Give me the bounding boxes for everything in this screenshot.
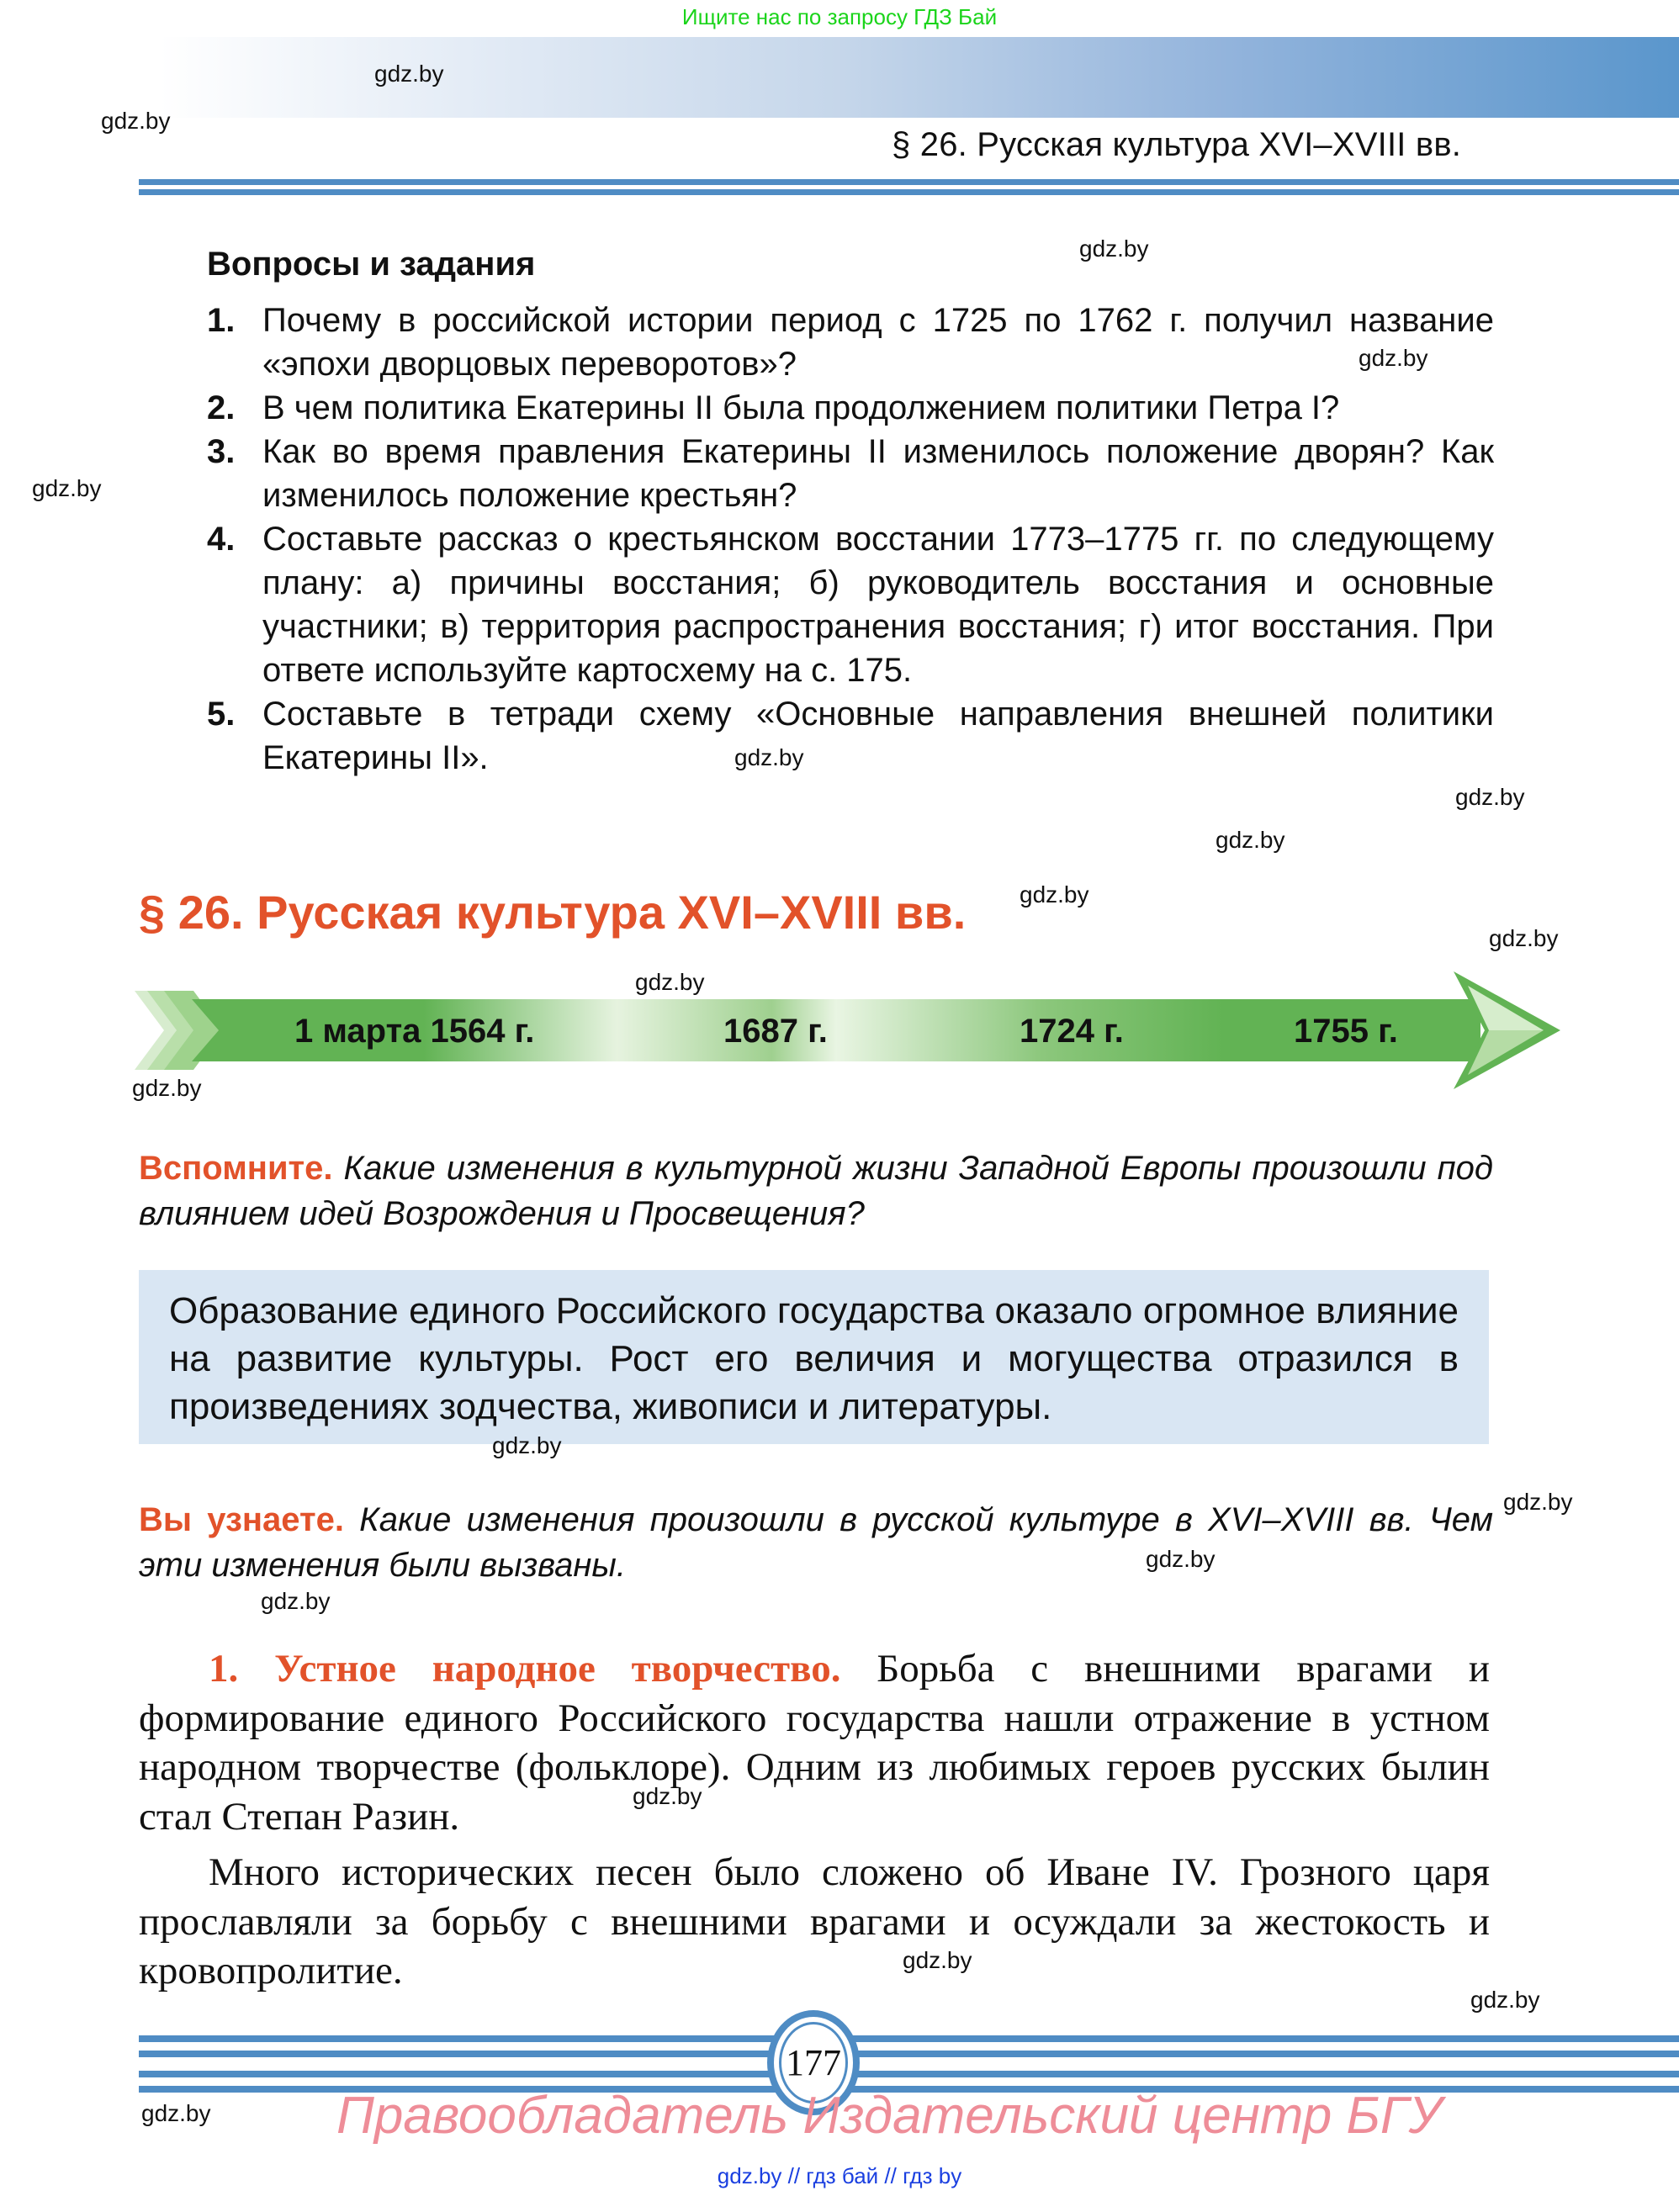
footer-rule-2	[139, 2051, 1679, 2057]
paragraph-1-text: Борьба с внешними врагами и формирование единого Российского государства нашли отражение в устном народном творчестве (фольклоре). Одним из любимых героев русских былин стал Степан Разин.	[139, 1647, 1490, 1839]
bottom-links[interactable]: gdz.by // гдз бай // гдз by	[717, 2163, 962, 2188]
question-number: 3.	[207, 433, 236, 470]
footer-rule-1	[139, 2035, 1679, 2042]
section-title: § 26. Русская культура XVI–XVIII вв.	[139, 886, 967, 939]
footer-rule-3	[139, 2071, 1679, 2077]
recall-lead: Вспомните.	[139, 1150, 333, 1187]
watermark: gdz.by	[101, 108, 171, 134]
watermark: gdz.by	[492, 1432, 562, 1458]
watermark: gdz.by	[1455, 784, 1525, 810]
learn-prompt	[139, 1497, 1493, 1588]
learn-lead: Вы узнаете.	[139, 1501, 344, 1538]
watermark: gdz.by	[141, 2100, 211, 2126]
timeline-date: 1724 г.	[1020, 1013, 1124, 1050]
watermark: gdz.by	[1503, 1489, 1573, 1515]
question-number: 5.	[207, 696, 236, 733]
question-item	[207, 299, 1494, 386]
top-banner	[0, 0, 1679, 35]
questions-list	[207, 299, 1494, 780]
question-number: 1.	[207, 302, 236, 339]
learn-text: Какие изменения произошли в русской культуре в XVI–XVIII вв. Чем эти изменения были вызваны.	[139, 1501, 1493, 1584]
question-item	[207, 430, 1494, 517]
question-number: 2.	[207, 389, 236, 426]
running-head: § 26. Русская культура XVI–XVIII вв.	[892, 126, 1462, 163]
question-text: Составьте рассказ о крестьянском восстании 1773–1775 гг. по следующему плану: а) причины восстания; б) руководитель восстания и основные участники; в) территория распространения восстания; г) итог восстания. При ответе используйте картосхему на с. 175.	[262, 521, 1494, 689]
paragraph-1	[139, 1644, 1490, 1841]
subsection-heading: 1. Устное народное творчество.	[209, 1647, 841, 1691]
intro-text: Образование единого Российского государства оказало огромное влияние на развитие культуры. Рост его величия и могущества отразился в произведениях зодчества, живописи и литературы.	[169, 1290, 1459, 1427]
watermark: gdz.by	[1020, 881, 1089, 908]
timeline	[135, 967, 1565, 1093]
header-rule-2	[139, 189, 1679, 195]
watermark: gdz.by	[1079, 235, 1149, 262]
watermark: gdz.by	[1146, 1546, 1216, 1572]
question-text: Как во время правления Екатерины II изменилось положение дворян? Как изменилось положение крестьян?	[262, 433, 1494, 514]
watermark: gdz.by	[903, 1947, 972, 1973]
watermark: gdz.by	[32, 475, 102, 501]
page-number: 177	[786, 2042, 841, 2083]
recall-text: Какие изменения в культурной жизни Западной Европы произошли под влиянием идей Возрождения и Просвещения?	[139, 1150, 1493, 1232]
watermark: gdz.by	[633, 1783, 702, 1809]
question-text: В чем политика Екатерины II была продолжением политики Петра I?	[262, 389, 1340, 426]
watermark: gdz.by	[635, 969, 705, 995]
timeline-date: 1755 г.	[1294, 1013, 1398, 1050]
watermark: gdz.by	[261, 1588, 331, 1614]
intro-box	[139, 1270, 1489, 1444]
copyright-notice: Правообладатель Издательский центр БГУ	[336, 2087, 1443, 2145]
timeline-date: 1687 г.	[723, 1013, 828, 1050]
question-item	[207, 386, 1494, 430]
body-text	[139, 1644, 1490, 2003]
questions-title: Вопросы и задания	[207, 246, 536, 283]
paragraph-2: Много исторических песен было сложено об Иване IV. Грозного царя прославляли за борьбу с внешними врагами и осуждали за жестокость и кровопролитие.	[139, 1850, 1490, 1992]
question-number: 4.	[207, 521, 236, 558]
question-item	[207, 517, 1494, 692]
header-rule-1	[139, 179, 1679, 185]
question-text: Составьте в тетради схему «Основные направления внешней политики Екатерины II».	[262, 696, 1494, 776]
watermark: gdz.by	[1216, 827, 1285, 853]
watermark: gdz.by	[374, 61, 444, 87]
watermark: gdz.by	[1359, 345, 1428, 371]
question-item	[207, 692, 1494, 780]
watermark: gdz.by	[734, 744, 804, 770]
question-text: Почему в российской истории период с 1725 по 1762 г. получил название «эпохи дворцовых переворотов»?	[262, 302, 1494, 383]
watermark: gdz.by	[132, 1075, 202, 1101]
timeline-date: 1 марта 1564 г.	[294, 1013, 535, 1050]
recall-prompt	[139, 1146, 1493, 1236]
watermark: gdz.by	[1489, 925, 1559, 951]
top-banner-text: Ищите нас по запросу ГДЗ Бай	[681, 4, 998, 29]
watermark: gdz.by	[1470, 1987, 1540, 2013]
